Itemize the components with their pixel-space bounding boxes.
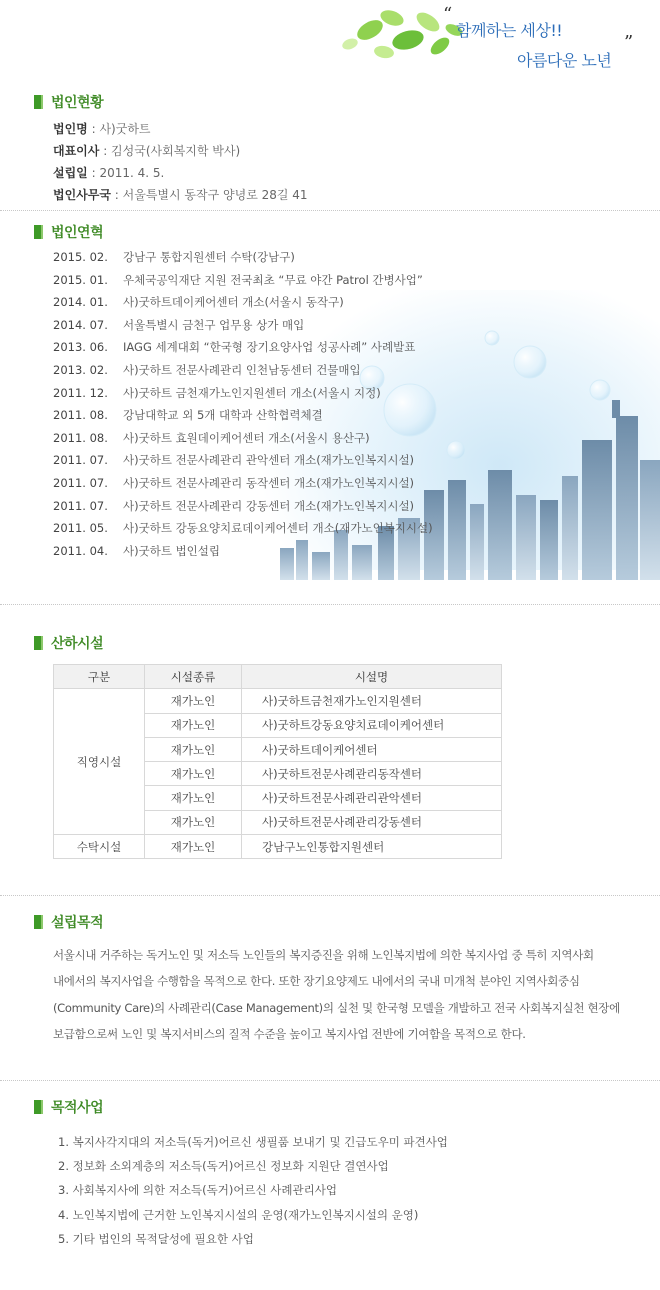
history-item: 2011. 07. 사)굿하트 전문사례관리 동작센터 개소(재가노인복지시설) xyxy=(53,475,415,490)
type-cell: 재가노인 xyxy=(145,689,242,713)
facility-name-cell: 사)굿하트전문사례관리관악센터 xyxy=(242,786,502,810)
type-cell: 재가노인 xyxy=(145,786,242,810)
header-slogan xyxy=(0,0,660,80)
history-item: 2011. 08. 강남대학교 외 5개 대학과 산학협력체결 xyxy=(53,408,323,423)
type-cell: 재가노인 xyxy=(145,810,242,834)
section-title-facilities: 산하시설 xyxy=(34,633,103,653)
history-item: 2011. 12. 사)굿하트 금천재가노인지원센터 개소(서울시 지정) xyxy=(53,385,381,400)
history-item: 2013. 06. IAGG 세계대회 “한국형 장기요양사업 성공사례” 사례발표 xyxy=(53,340,416,355)
history-item: 2014. 01. 사)굿하트데이케어센터 개소(서울시 동작구) xyxy=(53,295,344,310)
section-divider xyxy=(0,895,660,896)
list-item: 2. 정보화 소외계층의 저소득(독거)어르신 정보화 지원단 결연사업 xyxy=(58,1159,389,1174)
history-item: 2011. 07. 사)굿하트 전문사례관리 강동센터 개소(재가노인복지시설) xyxy=(53,498,415,513)
history-item: 2013. 02. 사)굿하트 전문사례관리 인천남동센터 건물매입 xyxy=(53,362,361,377)
section-title-purpose: 설립목적 xyxy=(34,912,103,932)
purpose-paragraph: 서울시내 거주하는 독거노인 및 저소득 노인들의 복지증진을 위해 노인복지법에 의한 복지사업 중 특히 지역사회 내에서의 복지사업을 수행함을 목적으로 한다. 또한 장기요양제도 내에서의 국내 미개척 분야인 지역사회중심 (Community Care)의 사례관리(Case Management)의 실천 및 한국형 모델을 개발하고 전국 사회복지실천 현장에 보급함으로써 노인 및 복지서비스의 질적 수준을 높이고 복지사업 전반에 기여함을 목적으로 한다. xyxy=(53,948,620,1041)
type-cell: 재가노인 xyxy=(145,762,242,786)
slogan-line-1: 함께하는 세상!! xyxy=(456,21,563,40)
history-item: 2011. 04. 사)굿하트 법인설립 xyxy=(53,543,221,558)
facility-name-cell: 사)굿하트전문사례관리강동센터 xyxy=(242,810,502,834)
column-header: 구분 xyxy=(54,665,145,689)
history-list xyxy=(53,246,433,562)
section-divider xyxy=(0,210,660,211)
history-item: 2011. 05. 사)굿하트 강동요양치료데이케어센터 개소(재가노인복지시설) xyxy=(53,521,433,536)
type-cell: 재가노인 xyxy=(145,737,242,761)
quote-close-mark: ” xyxy=(624,32,634,53)
section-title-status: 법인현황 xyxy=(34,92,103,112)
info-row-office: 법인사무국 : 서울특별시 동작구 양녕로 28길 41 xyxy=(53,188,308,202)
table-header-row xyxy=(54,665,502,689)
section-divider xyxy=(0,1080,660,1081)
history-item: 2011. 08. 사)굿하트 효원데이케어센터 개소(서울시 용산구) xyxy=(53,430,370,445)
list-item: 5. 기타 법인의 목적달성에 필요한 사업 xyxy=(58,1231,254,1246)
category-cell: 수탁시설 xyxy=(54,835,145,859)
business-list xyxy=(58,1130,448,1251)
list-item: 1. 복지사각지대의 저소득(독거)어르신 생필품 보내기 및 긴급도우미 파견사업 xyxy=(58,1135,448,1149)
facilities-table xyxy=(53,664,502,859)
slogan-line-2: 아름다운 노년 xyxy=(517,51,612,70)
corporation-info xyxy=(53,118,308,206)
section-divider xyxy=(0,604,660,605)
history-item: 2011. 07. 사)굿하트 전문사례관리 관악센터 개소(재가노인복지시설) xyxy=(53,453,415,468)
history-item: 2014. 07. 서울특별시 금천구 업무용 상가 매입 xyxy=(53,317,305,332)
section-bullet-icon xyxy=(34,1100,43,1114)
facility-name-cell: 강남구노인통합지원센터 xyxy=(242,835,502,859)
section-bullet-icon xyxy=(34,915,43,929)
info-row-founded: 설립일 : 2011. 4. 5. xyxy=(53,166,165,180)
section-title-business: 목적사업 xyxy=(34,1097,103,1117)
type-cell: 재가노인 xyxy=(145,713,242,737)
column-header: 시설종류 xyxy=(145,665,242,689)
list-item: 4. 노인복지법에 근거한 노인복지시설의 운영(재가노인복지시설의 운영) xyxy=(58,1207,419,1222)
info-row-name: 법인명 : 사)굿하트 xyxy=(53,122,151,136)
type-cell: 재가노인 xyxy=(145,835,242,859)
quote-open-mark: “ xyxy=(443,4,453,25)
table-row xyxy=(54,835,502,859)
section-bullet-icon xyxy=(34,636,43,650)
section-bullet-icon xyxy=(34,95,43,109)
history-item: 2015. 02. 강남구 통합지원센터 수탁(강남구) xyxy=(53,250,295,264)
info-row-ceo: 대표이사 : 김성국(사회복지학 박사) xyxy=(53,144,241,158)
list-item: 3. 사회복지사에 의한 저소득(독거)어르신 사례관리사업 xyxy=(58,1183,337,1198)
history-item: 2015. 01. 우체국공익재단 지원 전국최초 “무료 야간 Patrol 간병사업” xyxy=(53,272,423,287)
section-title-history: 법인연혁 xyxy=(34,222,103,242)
section-bullet-icon xyxy=(34,225,43,239)
facility-name-cell: 사)굿하트데이케어센터 xyxy=(242,737,502,761)
facility-name-cell: 사)굿하트금천재가노인지원센터 xyxy=(242,689,502,713)
facility-name-cell: 사)굿하트강동요양치료데이케어센터 xyxy=(242,713,502,737)
category-cell: 직영시설 xyxy=(54,689,145,835)
facility-name-cell: 사)굿하트전문사례관리동작센터 xyxy=(242,762,502,786)
table-row xyxy=(54,689,502,713)
column-header: 시설명 xyxy=(242,665,502,689)
